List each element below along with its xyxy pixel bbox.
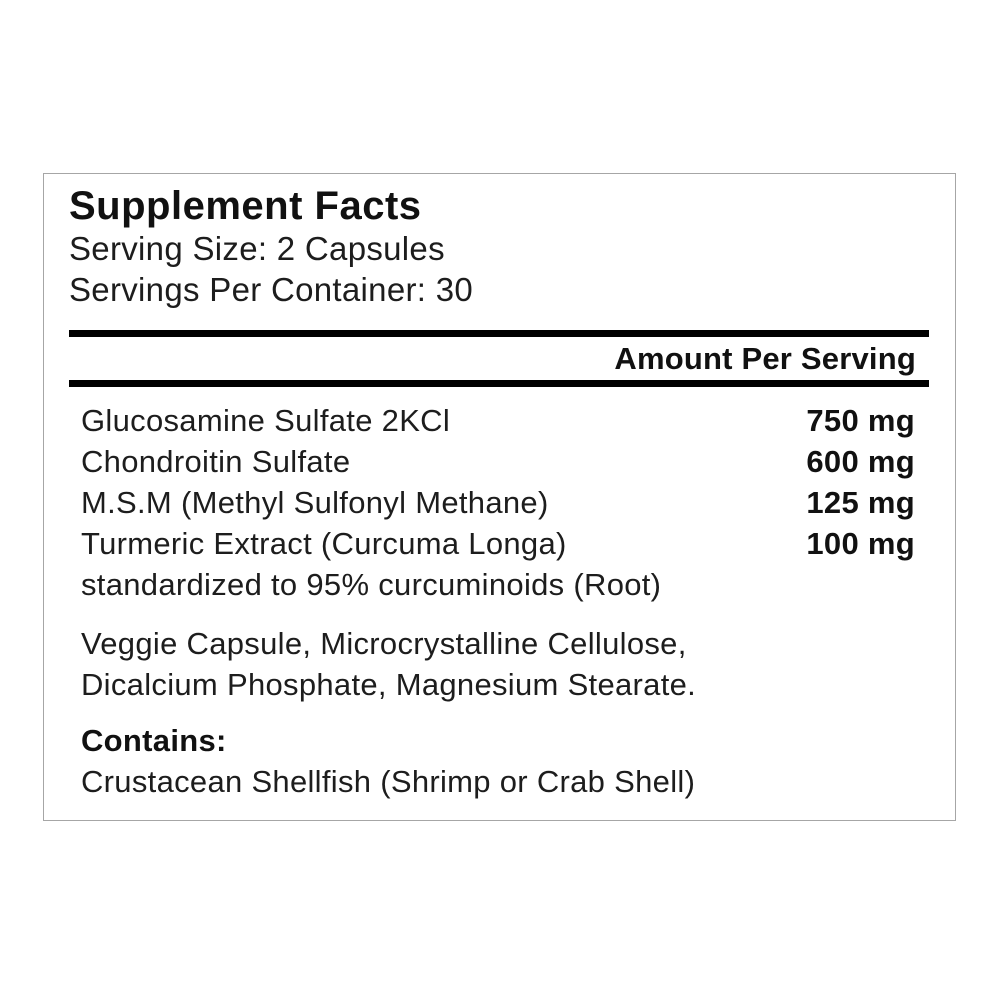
divider-top-rule <box>69 330 929 337</box>
panel-title: Supplement Facts <box>69 184 422 228</box>
amount-header-band <box>69 337 929 380</box>
ingredient-name: Turmeric Extract (Curcuma Longa) <box>81 526 567 561</box>
ingredient-row-chondroitin <box>81 441 915 482</box>
ingredient-amount: 100 mg <box>806 526 915 561</box>
amount-per-serving-header: Amount Per Serving <box>614 340 916 376</box>
ingredient-row-glucosamine <box>81 400 915 441</box>
ingredient-amount: 125 mg <box>806 485 915 520</box>
ingredient-name: Chondroitin Sulfate <box>81 444 351 479</box>
other-ingredients-line-1: Veggie Capsule, Microcrystalline Cellulose, <box>81 626 687 661</box>
ingredient-name: Glucosamine Sulfate 2KCl <box>81 403 451 438</box>
supplement-facts-panel <box>43 173 956 821</box>
ingredient-amount: 750 mg <box>806 403 915 438</box>
contains-heading: Contains: <box>81 723 227 758</box>
ingredient-row-msm <box>81 482 915 523</box>
ingredient-rows <box>69 400 929 605</box>
ingredient-amount: 600 mg <box>806 444 915 479</box>
serving-size-text: Serving Size: 2 Capsules <box>69 230 445 267</box>
other-ingredients-line-2: Dicalcium Phosphate, Magnesium Stearate. <box>81 667 697 702</box>
divider-middle-rule <box>69 380 929 387</box>
other-ingredients-section <box>69 623 929 705</box>
servings-per-container-text: Servings Per Container: 30 <box>69 271 474 308</box>
contains-allergen-text: Crustacean Shellfish (Shrimp or Crab Shell) <box>81 764 696 799</box>
ingredient-row-turmeric <box>81 523 915 564</box>
ingredient-name: M.S.M (Methyl Sulfonyl Methane) <box>81 485 549 520</box>
turmeric-standardization-note: standardized to 95% curcuminoids (Root) <box>81 567 662 602</box>
